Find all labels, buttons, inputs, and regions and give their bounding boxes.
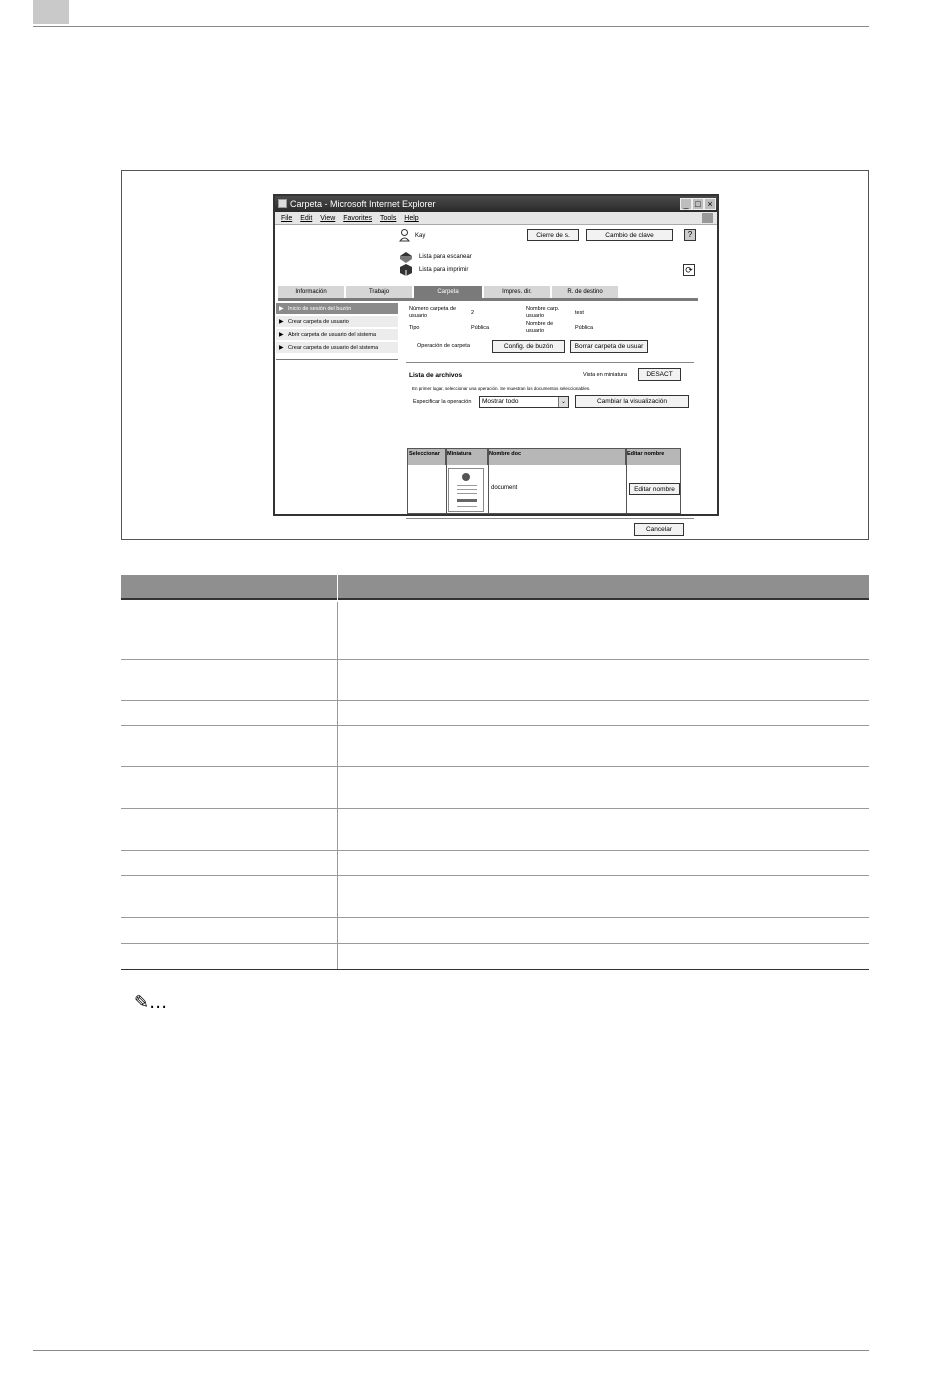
page-corner-tab: [33, 0, 69, 24]
table-row: [121, 851, 869, 876]
col-edit-name: Editar nombre: [626, 449, 680, 465]
user-icon: [399, 229, 410, 242]
row-divider: [337, 660, 338, 700]
arrow-right-icon: ▶: [279, 319, 284, 325]
thumbnail-line: [457, 499, 477, 502]
operation-select[interactable]: [479, 396, 569, 408]
arrow-right-icon: ▶: [279, 306, 284, 312]
col-divider: [446, 449, 447, 513]
thumbnail-line: [457, 485, 477, 486]
file-list-title: Lista de archivos: [409, 372, 463, 379]
sidebar-item-create-folder[interactable]: [276, 316, 398, 328]
thumbnail-view-label: Vista en miniatura: [583, 372, 627, 378]
col-divider: [488, 449, 489, 513]
table-row: [121, 726, 869, 767]
browser-window: [273, 194, 719, 533]
title-bar: [275, 196, 717, 212]
folder-number-label: Número carpeta de usuario: [409, 306, 457, 319]
sidebar: [276, 303, 398, 358]
thumbnail-line: [457, 506, 477, 507]
change-view-button[interactable]: Cambiar la visualización: [575, 395, 689, 408]
row-divider: [337, 944, 338, 969]
logout-button[interactable]: Cierre de s.: [527, 229, 579, 241]
folder-number-value: 2: [471, 310, 475, 316]
row-divider: [337, 701, 338, 725]
sidebar-item-create-system-folder[interactable]: [276, 342, 398, 354]
document-thumbnail[interactable]: [448, 468, 484, 512]
help-icon[interactable]: ?: [684, 229, 696, 241]
user-name: Kay: [415, 233, 426, 239]
window-title: Carpeta - Microsoft Internet Explorer: [290, 199, 436, 209]
table-bottom-rule: [121, 969, 869, 970]
sidebar-divider: [276, 359, 398, 360]
arrow-right-icon: ▶: [279, 345, 284, 351]
windows-logo-icon: [702, 213, 713, 223]
maximize-icon[interactable]: □: [692, 198, 704, 210]
col-divider: [626, 449, 627, 513]
row-divider: [337, 809, 338, 850]
refresh-icon[interactable]: ⟳: [683, 264, 695, 276]
box-config-button[interactable]: Config. de buzón: [492, 340, 565, 353]
operation-label: Especificar la operación: [413, 399, 472, 405]
user-name-value: Pública: [575, 325, 594, 331]
table-row: [121, 944, 869, 969]
menu-file[interactable]: File: [281, 215, 293, 222]
tab-impres-dir[interactable]: Impres. dir.: [484, 286, 550, 298]
user-name-label: Nombre de usuario: [526, 321, 554, 334]
ie-page-icon: [278, 199, 287, 208]
doc-name-cell: document: [491, 485, 518, 491]
table-row: [121, 602, 869, 660]
folder-operation-label: Operación de carpeta: [417, 343, 470, 349]
minimize-icon[interactable]: _: [680, 198, 692, 210]
section-divider: [406, 362, 694, 363]
arrow-right-icon: ▶: [279, 332, 284, 338]
menu-help[interactable]: Help: [404, 215, 419, 222]
table-row: [121, 876, 869, 918]
tab-r-destino[interactable]: R. de destino: [552, 286, 618, 298]
table-header: [121, 575, 869, 600]
folder-type-value: Pública: [471, 325, 490, 331]
thumbnail-line: [457, 493, 477, 494]
tab-underline: [278, 298, 698, 301]
edit-name-button[interactable]: Editar nombre: [629, 483, 680, 495]
bottom-rule: [33, 1350, 869, 1351]
menu-bar: [275, 212, 717, 225]
sidebar-item-label: Crear carpeta de usuario del sistema: [288, 345, 379, 351]
top-rule: [33, 26, 869, 27]
tab-trabajo[interactable]: Trabajo: [346, 286, 412, 298]
col-doc-name: Nombre doc: [488, 449, 626, 465]
printer-box-icon: [399, 264, 413, 276]
menu-edit[interactable]: Edit: [300, 215, 313, 222]
menu-view[interactable]: View: [320, 215, 336, 222]
col-thumbnail: Miniatura: [446, 449, 488, 465]
sidebar-item-login[interactable]: [276, 303, 398, 315]
sidebar-item-label: Crear carpeta de usuario: [288, 319, 349, 325]
row-divider: [337, 918, 338, 943]
thumbnail-line: [457, 489, 477, 490]
tab-informacion[interactable]: Información: [278, 286, 344, 298]
scan-list-label[interactable]: Lista para escanear: [419, 254, 472, 260]
folder-type-label: Tipo: [409, 325, 420, 331]
close-icon[interactable]: ×: [704, 198, 716, 210]
menu-tools[interactable]: Tools: [380, 215, 397, 222]
sidebar-item-open-system-folder[interactable]: [276, 329, 398, 341]
operation-select-value: Mostrar todo: [482, 398, 519, 405]
chevron-down-icon: ⌄: [558, 397, 568, 407]
cancel-button[interactable]: Cancelar: [634, 523, 684, 536]
tab-carpeta[interactable]: Carpeta: [414, 286, 482, 298]
sidebar-item-label: Abrir carpeta de usuario del sistema: [288, 332, 377, 338]
instruction-text: En primer lugar, seleccionar una operación. Se muestran los documentos seleccionables.: [412, 386, 591, 391]
folder-name-label: Nombre carp. usuario: [526, 306, 560, 319]
table-row: [121, 660, 869, 701]
file-table: [407, 448, 681, 514]
header-divider: [337, 575, 338, 600]
note-pencil-icon: ✎…: [134, 992, 168, 1013]
table-row: [121, 918, 869, 944]
change-password-button[interactable]: Cambio de clave: [586, 229, 673, 241]
table-row: [121, 809, 869, 851]
thumbnail-logo: [462, 473, 470, 481]
page-content: [275, 226, 717, 533]
row-divider: [337, 851, 338, 875]
delete-folder-button[interactable]: Borrar carpeta de usuar: [570, 340, 648, 353]
row-divider: [337, 876, 338, 917]
scanner-icon: [399, 251, 413, 263]
table-row: [121, 701, 869, 726]
thumbnail-toggle-button[interactable]: DESACT: [638, 368, 681, 381]
col-select: Seleccionar: [408, 449, 446, 465]
table-row: [121, 767, 869, 809]
menu-favorites[interactable]: Favorites: [343, 215, 373, 222]
section-divider: [406, 518, 694, 519]
print-list-label[interactable]: Lista para imprimir: [419, 267, 469, 273]
sidebar-item-label: Inicio de sesión del buzón: [288, 306, 352, 312]
row-divider: [337, 602, 338, 659]
row-divider: [337, 726, 338, 766]
row-divider: [337, 767, 338, 808]
folder-name-value: test: [575, 310, 584, 316]
